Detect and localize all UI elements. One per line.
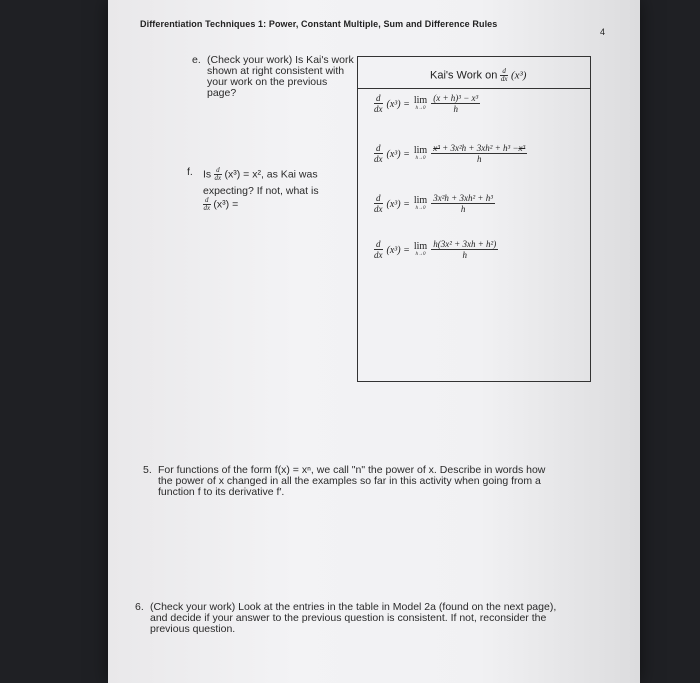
question-5-line: the power of x changed in all the examples so far in this activity when going from a — [158, 475, 541, 487]
question-6-line: previous question. — [150, 623, 236, 635]
page-header: Differentiation Techniques 1: Power, Constant Multiple, Sum and Difference Rules — [140, 19, 498, 29]
question-e-line: shown at right consistent with — [207, 65, 345, 77]
kai-equation-3: $\frac{d}{dx}$ (x³) = lim h→0 $\frac{\text{3x²h + 3xh² + h³}}{h}$ — [374, 193, 493, 214]
question-f-line1 — [203, 167, 363, 182]
question-e — [192, 54, 367, 99]
question-5-line: For functions of the form f(x) = xⁿ, we call "n" the power of x. Describe in words how — [158, 464, 546, 476]
question-6-line: and decide if your answer to the previous question is consistent. If not, reconsider the — [150, 612, 547, 624]
page-number: 4 — [600, 27, 606, 37]
kai-equation-1: $\frac{d}{dx}$ (x³) = lim h→0 $\frac{\text{(x + h)³ − x³}}{h}$ — [374, 93, 479, 114]
question-f-line2: expecting? If not, what is — [203, 185, 319, 197]
kai-table-title: Kai's Work on $\frac{d}{dx}$ (x³) — [430, 67, 527, 83]
question-f-expr: (x³) = x², as Kai was — [224, 168, 318, 181]
derivative-operator: $\frac{d}{dx}$ — [214, 166, 222, 182]
question-6-label: 6. — [135, 601, 144, 613]
question-6-line: (Check your work) Look at the entries in the table in Model 2a (found on the next page), — [150, 601, 557, 613]
question-e-line: (Check your work) Is Kai's work — [207, 54, 354, 66]
question-f — [187, 166, 363, 212]
question-f-blank-expr: (x³) = — [213, 198, 239, 211]
derivative-operator: $\frac{d}{dx}$ — [203, 196, 211, 212]
kai-equation-4: $\frac{d}{dx}$ (x³) = lim h→0 $\frac{\text{h(3x² + 3xh + h²)}}{h}$ — [374, 239, 497, 260]
question-e-label: e. — [192, 54, 201, 66]
question-5 — [143, 464, 598, 498]
kai-work-table — [357, 56, 591, 382]
question-f-label: f. — [187, 166, 193, 178]
kai-table-header — [358, 57, 590, 89]
question-e-line: your work on the previous — [207, 76, 328, 88]
question-5-line: function f to its derivative f′. — [158, 486, 285, 498]
question-e-line: page? — [207, 87, 237, 99]
question-5-label: 5. — [143, 464, 152, 476]
kai-equation-2: $\frac{d}{dx}$ (x³) = lim h→0 $\frac{\text{x³ + 3x²h + 3xh² + h³ −x³}}{h}$ — [374, 143, 526, 164]
question-6 — [135, 601, 600, 635]
question-f-is: Is — [203, 168, 212, 181]
question-f-line3 — [203, 197, 363, 212]
